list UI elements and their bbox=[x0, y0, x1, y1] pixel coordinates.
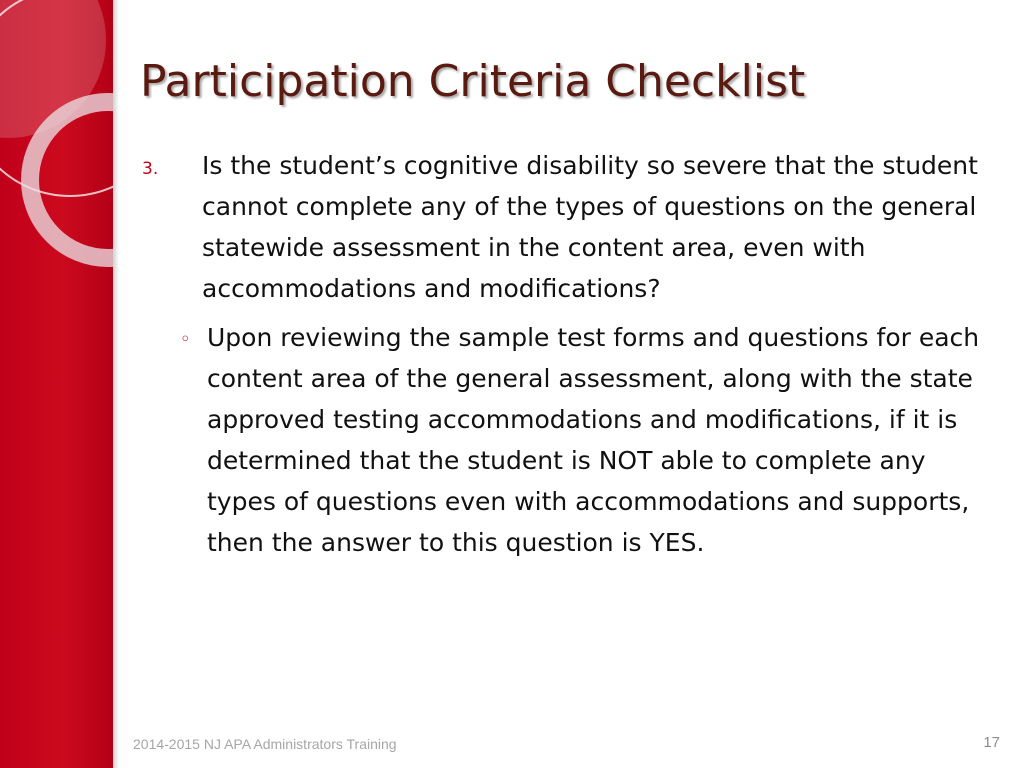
checklist-item bbox=[140, 145, 980, 309]
page-number: 17 bbox=[983, 734, 1000, 751]
decorative-side-band bbox=[0, 0, 113, 768]
item-number: 3. bbox=[142, 159, 159, 179]
bullet-icon: ◦ bbox=[180, 329, 191, 350]
slide-title: Participation Criteria Checklist bbox=[140, 56, 806, 107]
sub-bullet bbox=[180, 317, 980, 563]
decorative-rings bbox=[0, 0, 113, 768]
footer-text: 2014-2015 NJ APA Administrators Training bbox=[133, 736, 397, 752]
band-shadow bbox=[113, 0, 119, 768]
item-question: Is the student’s cognitive disability so severe that the student cannot complete any of the types of questions on the general statewide assessment in the content area, even with accommodations and modifications? bbox=[202, 151, 978, 303]
sub-bullet-text: Upon reviewing the sample test forms and questions for each content area of the general assessment, along with the state approved testing accommodations and modifications, if it is determined that the student is NOT able to complete any types of questions even with accommodations and supports, then the answer to this question is YES. bbox=[207, 323, 980, 557]
ring-shape bbox=[30, 102, 113, 258]
